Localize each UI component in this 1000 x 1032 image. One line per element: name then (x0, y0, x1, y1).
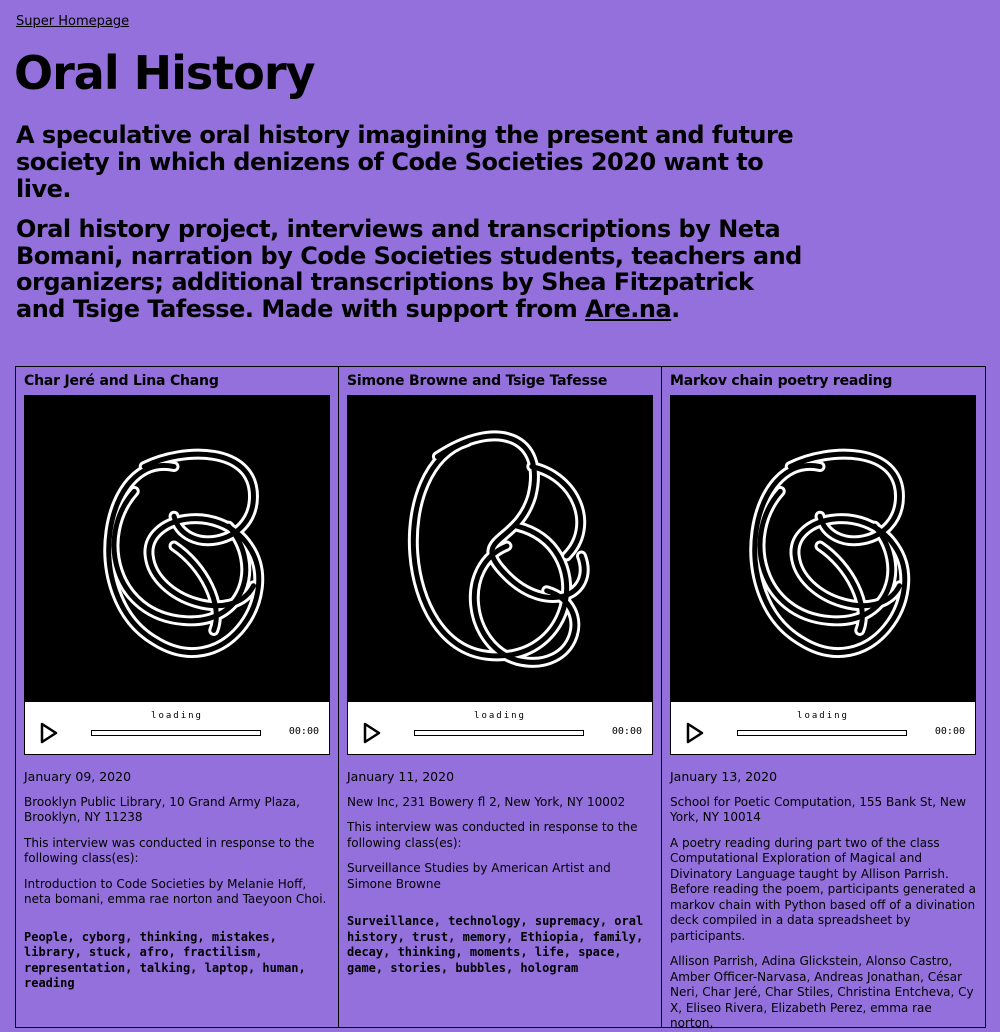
super-homepage-link[interactable]: Super Homepage (16, 14, 130, 29)
keyword-tags: Surveillance, technology, supremacy, oral history, trust, memory, Ethiopia, family, decay, thinking, moments, life, space, game, stories, bubbles, hologram (347, 914, 644, 975)
knot-artwork (348, 396, 652, 702)
card-title: Markov chain poetry reading (670, 373, 893, 389)
loading-status: loading (474, 711, 526, 721)
card-title: Simone Browne and Tsige Tafesse (347, 373, 608, 389)
page-lede: A speculative oral history imagining the present and future society in which denizens of Code Societies 2020 want to live. (16, 121, 794, 203)
audio-player (24, 395, 330, 755)
progress-bar[interactable] (91, 730, 261, 736)
card-title: Char Jeré and Lina Chang (24, 373, 219, 389)
recording-date: January 13, 2020 (670, 769, 778, 784)
recording-date: January 09, 2020 (24, 769, 132, 784)
time-display: 00:00 (611, 726, 642, 737)
time-display: 00:00 (934, 726, 965, 737)
loading-status: loading (797, 711, 849, 721)
play-icon[interactable] (362, 722, 382, 744)
class-intro: This interview was conducted in response to the following class(es): (24, 835, 315, 865)
player-controls (348, 702, 652, 754)
knot-artwork (671, 396, 975, 702)
audio-player (670, 395, 976, 755)
class-detail: Surveillance Studies by American Artist and Simone Browne (347, 861, 611, 891)
class-intro: This interview was conducted in response to the following class(es): (347, 820, 638, 850)
arena-link[interactable]: Are.na (585, 294, 672, 323)
knot-artwork (25, 396, 329, 702)
recording-location: New Inc, 231 Bowery fl 2, New York, NY 10002 (347, 794, 626, 809)
recording-card (662, 367, 985, 1030)
recording-card (339, 367, 662, 1027)
loading-status: loading (151, 711, 203, 721)
class-detail: Introduction to Code Societies by Melanie Hoff, neta bomani, emma rae norton and Taeyoon Choi. (24, 876, 327, 906)
credits-paragraph (16, 216, 806, 322)
progress-bar[interactable] (737, 730, 907, 736)
recordings-grid (15, 366, 986, 1028)
recording-card (16, 367, 339, 1027)
time-display: 00:00 (288, 726, 319, 737)
keyword-tags: People, cyborg, thinking, mistakes, library, stuck, afro, fractilism, representation, talking, laptop, human, reading (24, 929, 306, 990)
recording-location: Brooklyn Public Library, 10 Grand Army Plaza, Brooklyn, NY 11238 (24, 794, 300, 824)
class-intro: A poetry reading during part two of the class Computational Exploration of Magical and Divinatory Language taught by Allison Parrish. Before reading the poem, participants generated a markov chain with Python based off of a divination deck compiled in a data spreadsheet by participants. (670, 835, 976, 943)
player-controls (671, 702, 975, 754)
credits-end: . (671, 294, 680, 323)
audio-player (347, 395, 653, 755)
credits-text: Oral history project, interviews and transcriptions by Neta Bomani, narration by Code Societies students, teachers and organizers; additional transcriptions by Shea Fitzpatrick and Tsige Tafesse. Made with support from (16, 215, 802, 323)
recording-date: January 11, 2020 (347, 769, 455, 784)
play-icon[interactable] (685, 722, 705, 744)
play-icon[interactable] (39, 722, 59, 744)
progress-bar[interactable] (414, 730, 584, 736)
player-controls (25, 702, 329, 754)
class-detail: Allison Parrish, Adina Glickstein, Alonso Castro, Amber Officer-Narvasa, Andreas Jonathan, César Neri, Char Jeré, Char Stiles, Christina Entcheva, Cy X, Eliseo Rivera, Elizabeth Perez, emma rae norton, (670, 954, 974, 1030)
recording-location: School for Poetic Computation, 155 Bank St, New York, NY 10014 (670, 794, 967, 824)
page-title: Oral History (14, 46, 315, 100)
